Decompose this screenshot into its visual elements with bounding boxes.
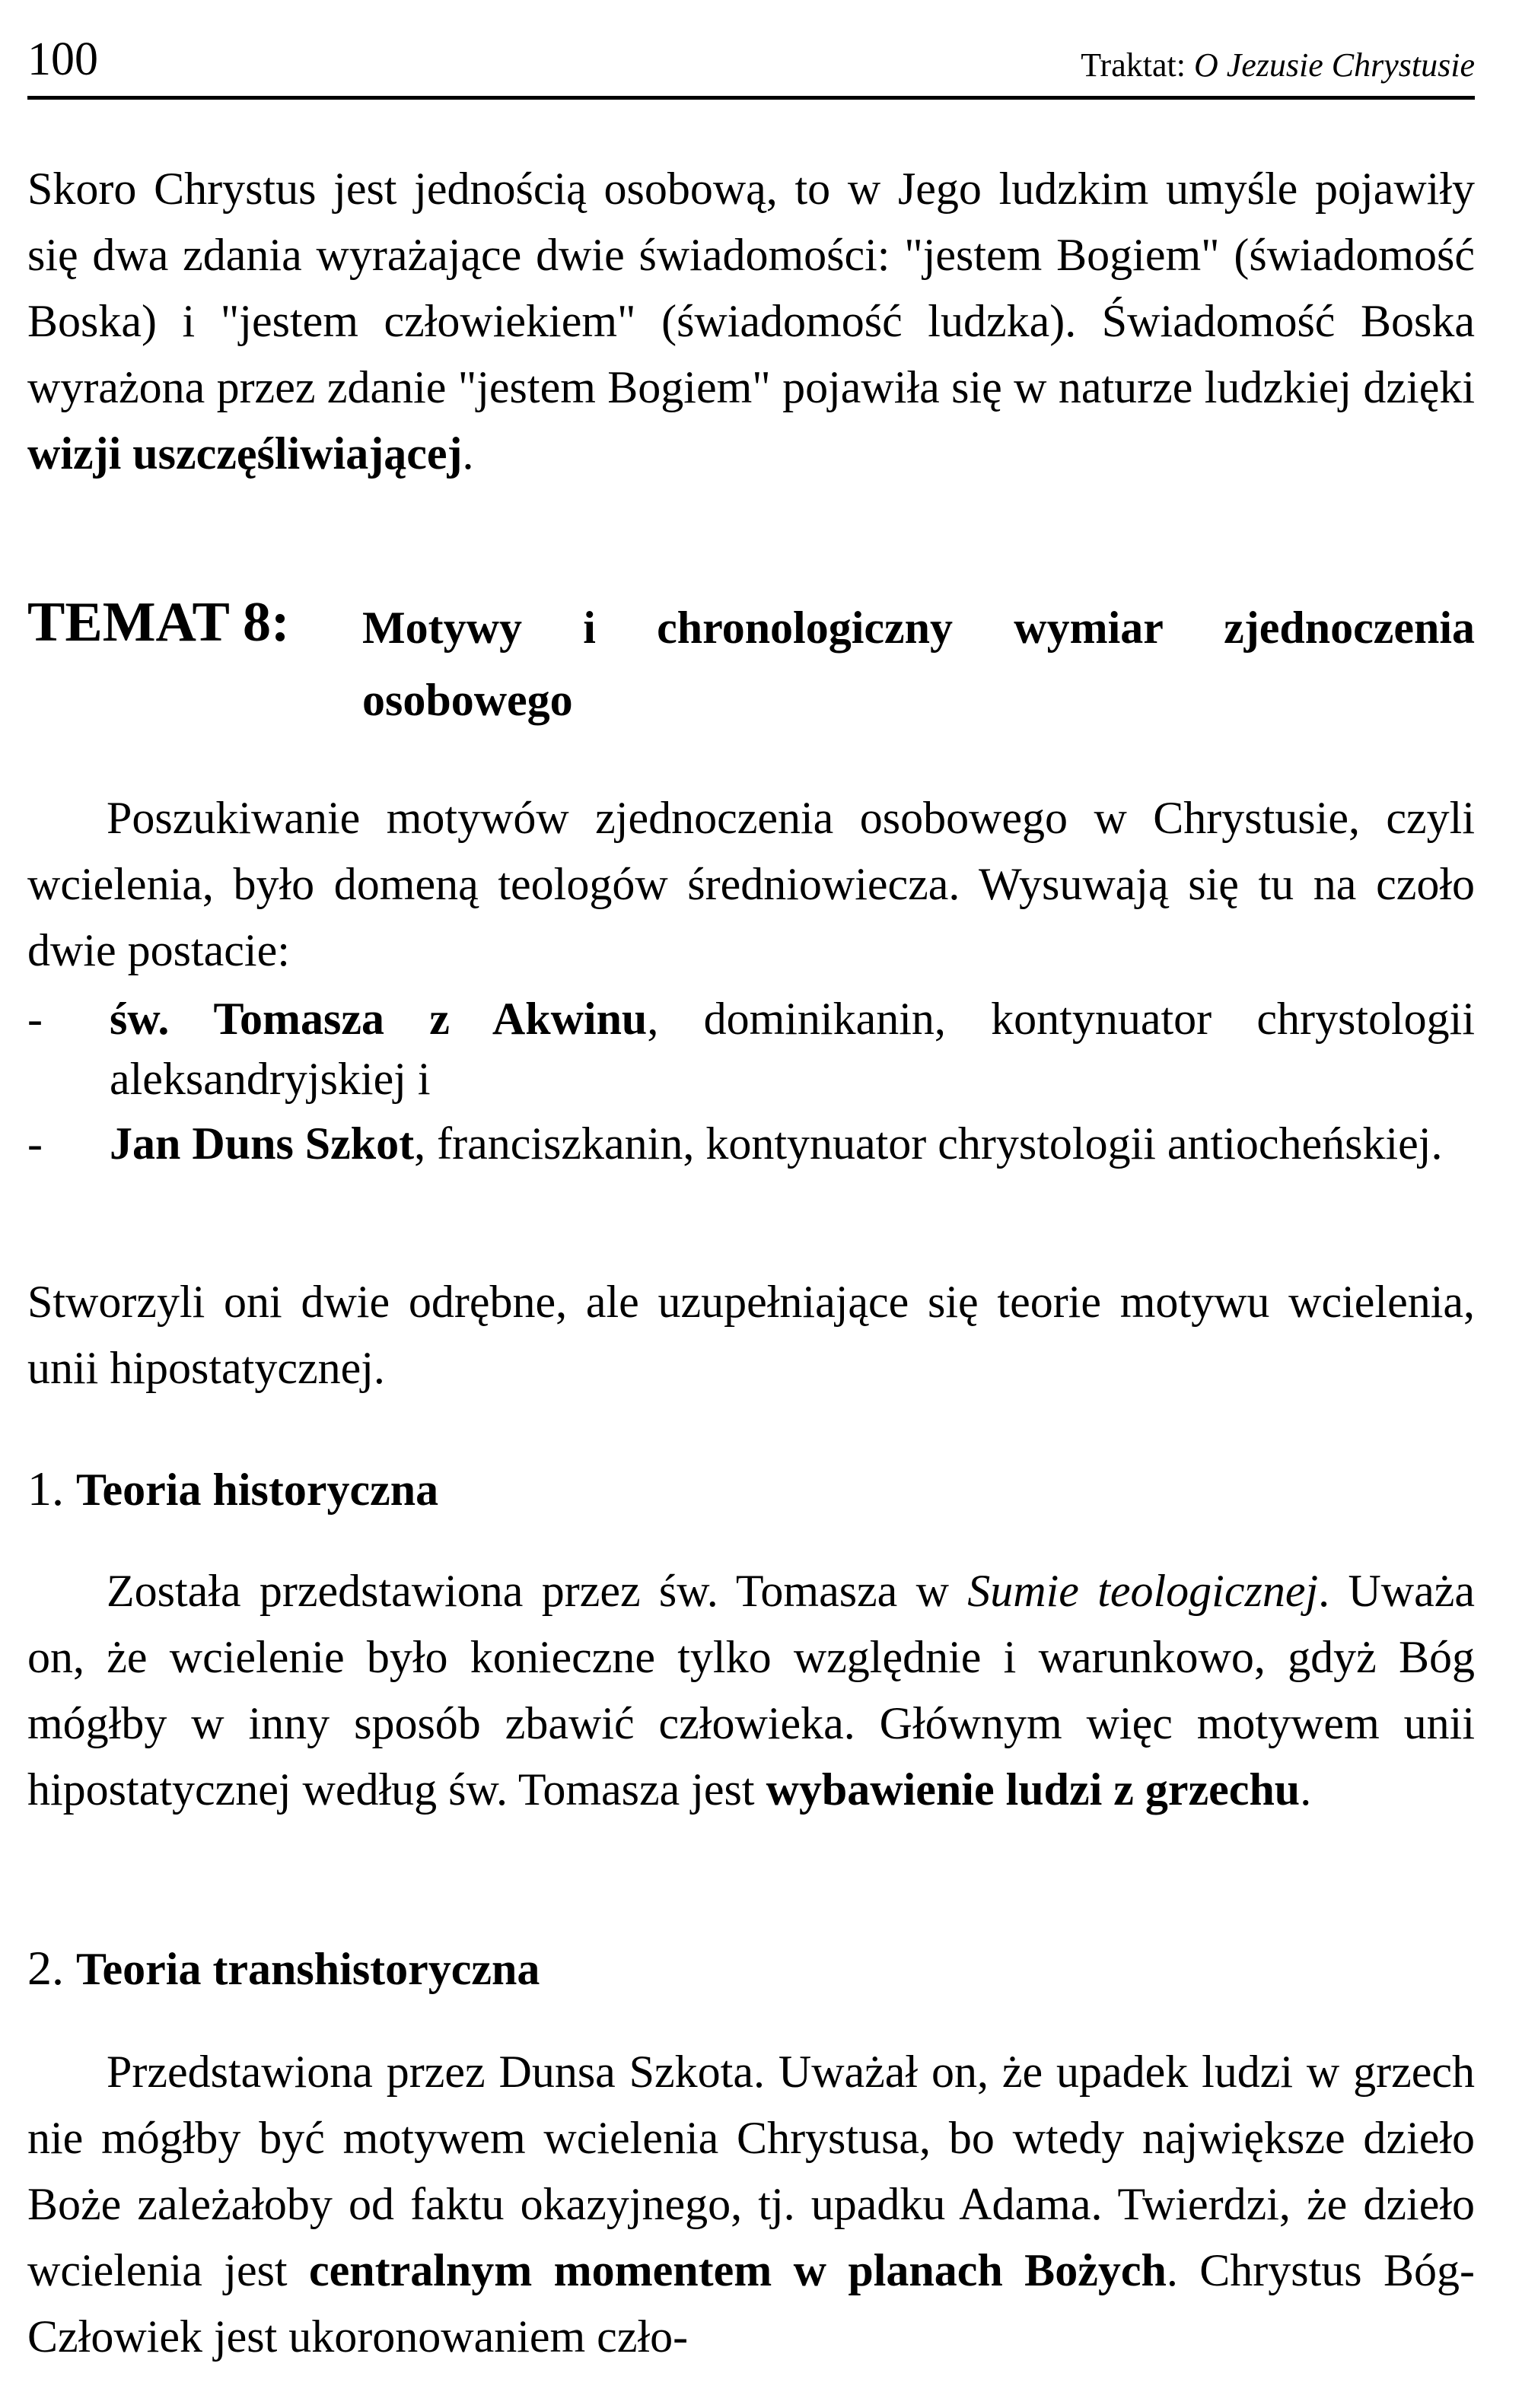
figure-description: , franciszkanin, kontynuator chrystologii antiocheńskiej.: [414, 1118, 1443, 1169]
section1-text-start: Została przedstawiona przez św. Tomasza w: [107, 1566, 968, 1616]
intro-paragraph: [27, 156, 1475, 487]
running-head: [27, 29, 1475, 90]
topic-paragraph: Poszukiwanie motywów zjednoczenia osobowego w Chrystusie, czyli wcielenia, było domeną teologów średniowiecza. Wysuwają się tu na czoło dwie postacie:: [27, 793, 1475, 975]
running-title-italic: O Jezusie Chrystusie: [1193, 46, 1475, 84]
list-dash: -: [27, 1118, 43, 1169]
summary-paragraph: Stworzyli oni dwie odrębne, ale uzupełniające się teorie motywu wcielenia, unii hipostatycznej.: [27, 1277, 1475, 1393]
section1-text-end: .: [1300, 1764, 1312, 1815]
section2-text-start: Przedstawiona przez Dunsa Szkota. Uważał on, że upadek ludzi w grzech nie mógłby być motywem wcielenia Chrystusa, bo wtedy największe dzieło Boże zależałoby od faktu okazyjnego, tj. upadku Adama. Twierdzi, że dzieło wcielenia jest: [27, 2047, 1475, 2295]
running-title-prefix: Traktat:: [1081, 46, 1194, 84]
section-number: 2.: [27, 1941, 76, 1995]
list-item: [27, 989, 1475, 1109]
section2-bold: centralnym momentem w planach Bożych: [309, 2245, 1167, 2295]
figures-list: [27, 989, 1475, 1179]
running-title: [1081, 35, 1475, 96]
section1-italic: Sumie teologicznej: [967, 1566, 1319, 1616]
section-number: 1.: [27, 1462, 76, 1516]
section2-text-end: . Chrystus Bóg-Człowiek jest ukoronowaniem czło-: [27, 2245, 1476, 2362]
list-dash: -: [27, 994, 43, 1044]
section-title: Teoria historyczna: [76, 1465, 439, 1515]
section-heading-2: [27, 1938, 540, 1999]
intro-bold: wizji uszczęśliwiającej: [27, 428, 463, 479]
section-heading-1: [27, 1458, 438, 1520]
list-item: [27, 1114, 1475, 1174]
section1-bold: wybawienie ludzi z grzechu: [766, 1764, 1301, 1815]
figure-name: Jan Duns Szkot: [110, 1118, 415, 1169]
section1-paragraph: [27, 1558, 1475, 1823]
figure-description: , dominikanin, kontynuator chrystologii aleksandryjskiej i: [110, 994, 1476, 1104]
topic-label: TEMAT 8:: [27, 591, 290, 654]
figure-name: św. Tomasza z Akwinu: [110, 994, 648, 1044]
page-number: 100: [27, 33, 98, 85]
header-rule: [27, 96, 1475, 100]
section-title: Teoria transhistoryczna: [76, 1944, 540, 1994]
intro-text: Skoro Chrystus jest jednością osobową, to w Jego ludzkim umyśle pojawiły się dwa zdania wyrażające dwie świadomości: "jestem Bogiem" (świadomość Boska) i "jestem człowiekiem" (świadomość ludzka). Świadomość Boska wyrażona przez zdanie "jestem Bogiem" pojawiła się w naturze ludzkiej dzięki: [27, 164, 1475, 412]
topic-title: Motywy i chronologiczny wymiar zjednoczenia osobowego: [362, 603, 1475, 725]
intro-end: .: [462, 428, 474, 479]
section2-paragraph: [27, 2039, 1475, 2370]
section1-text-middle: . Uważa on, że wcielenie było konieczne tylko względnie i warunkowo, gdyż Bóg mógłby w inny sposób zbawić człowieka. Głównym więc motywem unii hipostatycznej według św. Tomasza jest: [27, 1566, 1476, 1815]
